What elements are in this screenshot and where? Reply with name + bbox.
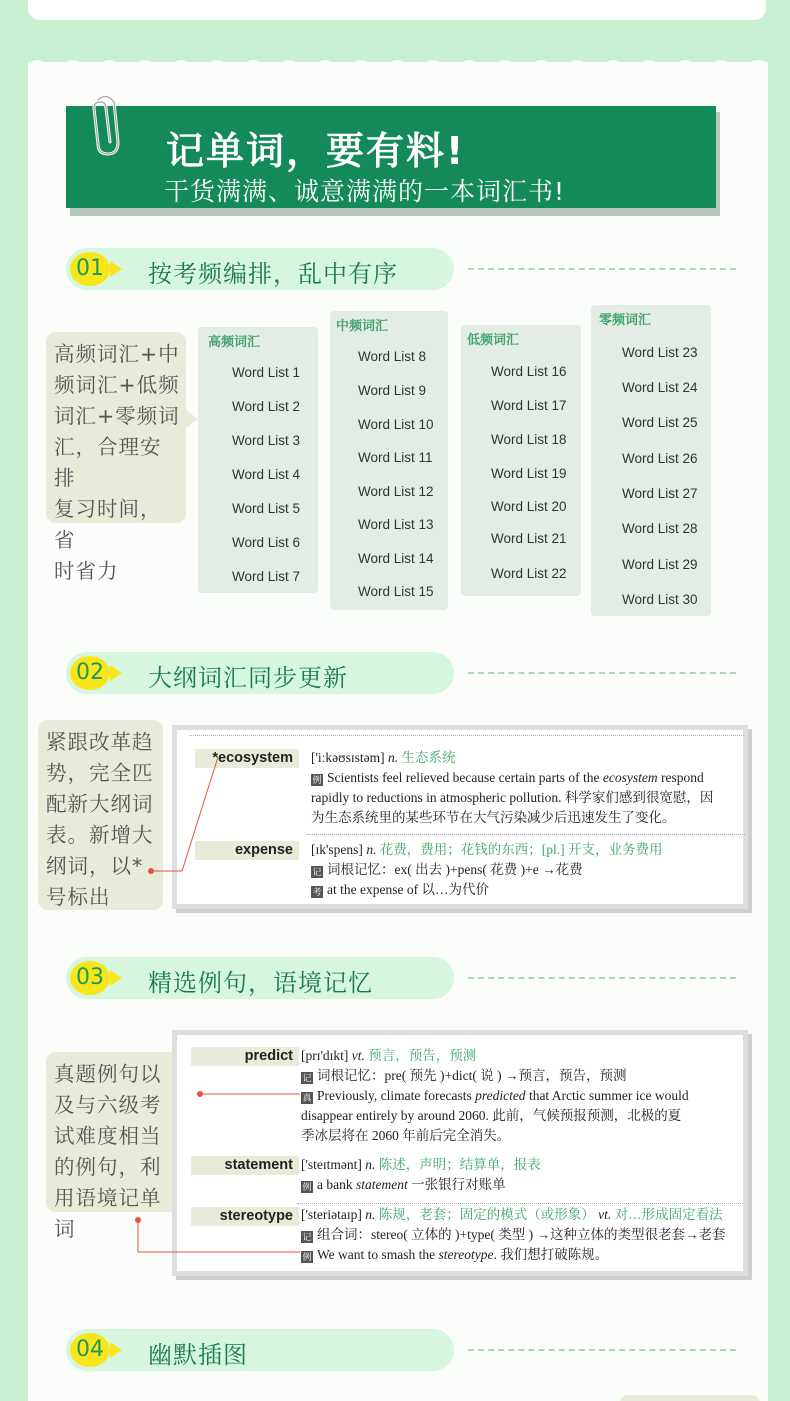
part-of-speech: vt. [351,1048,365,1063]
section-title: 精选例句，语境记忆 [148,969,373,997]
meaning: 对…形成固定看法 [614,1207,723,1222]
note-line: 试难度相当 [54,1124,162,1148]
word-list-item[interactable]: Word List 29 [622,557,698,572]
arrow-right-icon [110,665,122,681]
example-tag: 例 [302,1252,312,1262]
word-list-item[interactable]: Word List 12 [358,484,434,499]
dashed-divider [468,268,736,270]
headword: expense [195,841,299,860]
note-line: 复习时间，省 [54,497,162,552]
phrase-line [311,880,489,900]
word-list-item[interactable]: Word List 11 [358,450,433,465]
memory-line [301,1066,626,1086]
example-keyword: predicted [475,1088,526,1103]
word-list-item[interactable]: Word List 21 [491,531,567,546]
word-list-item[interactable]: Word List 30 [622,592,698,607]
section-number: 01 [70,252,110,286]
illustration-card-edge [620,1395,760,1401]
headword: predict [191,1047,299,1066]
word-list-item[interactable]: Word List 20 [491,499,567,514]
word-list-item[interactable]: Word List 24 [622,380,698,395]
phonetic: ['iːkəʊsɪstəm] [311,750,385,765]
note-line: 紧跟改革趋 [46,730,154,754]
example-line: 季冰层将在 2060 年前后完全消失。 [301,1128,511,1143]
word-list-item[interactable]: Word List 8 [358,349,427,364]
section-title: 大纲词汇同步更新 [148,664,348,692]
word-list-item[interactable]: Word List 4 [232,467,301,482]
example-text: that Arctic summer ice would [525,1088,689,1103]
note-line: 词汇+零频词 [54,404,180,428]
section-number: 02 [70,656,110,690]
memory-tag: 记 [302,1232,312,1242]
section-title: 幽默插图 [148,1341,248,1369]
part-of-speech: n. [387,750,399,765]
phonetic: ['steriətaɪp] [301,1207,362,1222]
dictionary-excerpt-syllabus [172,725,748,909]
dotted-rule [297,1203,743,1204]
phonetic: ['steɪtmənt] [301,1157,362,1172]
word-list-item[interactable]: Word List 27 [622,486,698,501]
note-line: 高频词汇+中 [54,342,180,366]
word-list-item[interactable]: Word List 2 [232,399,301,414]
section-number: 04 [70,1333,110,1367]
banner [66,106,716,208]
meaning: 陈述，声明；结算单，报表 [378,1157,541,1172]
dotted-rule [189,735,744,736]
example-text: . 我们想打破陈规。 [493,1247,609,1262]
note-line: 时省力 [54,559,119,583]
section-header-04 [66,1329,736,1371]
example-line [301,1175,506,1195]
memory-text: 词根记忆：ex( 出去 )+pens( 花费 )+e →花费 [327,862,583,877]
example-line: disappear entirely by around 2060. 此前，气候预报预测，北极的夏 [301,1108,682,1123]
word-list-item[interactable]: Word List 5 [232,501,301,516]
arrow-right-icon [110,261,122,277]
note-line: 配新大纲词 [46,792,154,816]
memory-line [301,1225,725,1245]
meaning: 生态系统 [401,750,456,765]
word-list-item[interactable]: Word List 28 [622,521,698,536]
word-list-item[interactable]: Word List 17 [491,398,567,413]
column-mid-frequency [330,311,448,610]
example-keyword: ecosystem [602,770,658,785]
word-list-item[interactable]: Word List 22 [491,566,567,581]
column-header: 低频词汇 [467,333,520,348]
leader-dot [148,868,154,874]
note-line: 用语境记单词 [54,1186,162,1241]
word-list-item[interactable]: Word List 19 [491,466,567,481]
wavy-edge [28,56,768,70]
memory-line [311,860,583,880]
note-line: 号标出 [46,885,111,909]
part-of-speech: n. [365,1157,376,1172]
note-frequency [46,332,186,583]
example-keyword: statement [355,1177,408,1192]
top-card [28,0,766,20]
word-list-item[interactable]: Word List 14 [358,551,434,566]
column-zero-frequency [591,305,711,616]
section-title: 按考频编排，乱中有序 [148,260,398,288]
note-line: 汇，合理安排 [54,435,162,490]
section-pill [66,1329,454,1371]
word-list-item[interactable]: Word List 6 [232,535,301,550]
word-list-item[interactable]: Word List 13 [358,517,434,532]
example-tag: 真 [302,1093,312,1103]
word-list-item[interactable]: Word List 7 [232,569,301,584]
note-line: 真题例句以 [54,1062,162,1086]
column-high-frequency [198,327,318,593]
memory-tag: 记 [312,867,322,877]
word-list-item[interactable]: Word List 10 [358,417,434,432]
example-text: We want to smash the [317,1247,439,1262]
word-list-item[interactable]: Word List 18 [491,432,567,447]
memory-text: 词根记忆：pre( 预先 )+dict( 说 ) →预言，预告，预测 [317,1068,627,1083]
word-list-item[interactable]: Word List 25 [622,415,698,430]
phonetic: [ɪk'spens] [311,842,363,857]
entry-definition [311,748,455,768]
example-line: 为生态系统里的某些环节在大气污染减少后迅速发生了变化。 [311,810,676,825]
example-text: respond [657,770,704,785]
example-text: Previously, climate forecasts [317,1088,476,1103]
example-text: Scientists feel relieved because certain parts of the [327,770,603,785]
example-keyword: stereotype [438,1247,494,1262]
note-pointer [186,410,198,428]
phonetic: [prɪ'dɪkt] [301,1048,349,1063]
memory-tag: 记 [302,1073,312,1083]
section-header-01 [66,248,736,290]
entry-definition [301,1205,723,1225]
column-header: 高频词汇 [208,335,261,350]
leader-dot [135,1217,141,1223]
example-tag: 例 [302,1182,312,1192]
headword: statement [191,1156,299,1175]
word-list-item[interactable]: Word List 1 [232,365,301,380]
word-list-item[interactable]: Word List 15 [358,584,434,599]
leader-line [148,755,228,875]
example-tag: 例 [312,775,322,785]
word-list-item[interactable]: Word List 9 [358,383,427,398]
entry-definition [311,840,663,860]
memory-text: 组合词：stereo( 立体的 )+type( 类型 ) →这种立体的类型很老套→老套 [317,1227,726,1242]
meaning: 预言，预告，预测 [368,1048,477,1063]
dashed-divider [468,977,736,979]
column-header: 中频词汇 [336,319,389,334]
word-list-item[interactable]: Word List 16 [491,364,567,379]
banner-title: 记单词，要有料! [166,129,466,173]
part-of-speech: vt. [598,1207,612,1222]
meaning: 花费，费用；花钱的东西；[pl.] 开支，业务费用 [379,842,663,857]
arrow-right-icon [110,970,122,986]
headword: *ecosystem [195,749,299,768]
note-line: 势，完全匹 [46,761,154,785]
meaning: 陈规，老套；固定的模式（或形象） [378,1207,595,1222]
column-header: 零频词汇 [599,313,652,328]
word-list-item[interactable]: Word List 26 [622,451,698,466]
dotted-rule [307,834,745,835]
example-line: rapidly to reductions in atmospheric pollution. 科学家们感到很宽慰，因 [311,790,714,805]
section-number: 03 [70,961,110,995]
entry-definition [301,1046,476,1066]
banner-subtitle: 干货满满、诚意满满的一本词汇书! [164,177,566,206]
arrow-right-icon [110,1342,122,1358]
dashed-divider [468,672,736,674]
part-of-speech: n. [365,1207,376,1222]
phrase-text: at the expense of 以…为代价 [327,882,489,897]
column-low-frequency [461,325,581,596]
phrase-tag: 考 [312,887,322,897]
leader-dot [197,1091,203,1097]
word-list-item[interactable]: Word List 23 [622,345,698,360]
headword: stereotype [191,1207,299,1226]
note-line: 的例句，利 [54,1155,162,1179]
section-header-03 [66,957,736,999]
example-line [311,768,704,788]
part-of-speech: n. [366,842,377,857]
leader-line [134,1090,304,1260]
note-line: 纲词，以* [46,854,144,878]
note-line: 表。新增大 [46,823,154,847]
example-text: 一张银行对账单 [407,1177,506,1192]
word-list-item[interactable]: Word List 3 [232,433,301,448]
dashed-divider [468,1349,736,1351]
paperclip-icon [84,94,124,160]
note-line: 及与六级考 [54,1093,162,1117]
entry-definition [301,1155,541,1175]
note-line: 频词汇+低频 [54,373,180,397]
example-line [301,1245,608,1265]
section-header-02 [66,652,736,694]
note-syllabus [38,720,163,910]
example-line [301,1086,689,1106]
example-text: a bank [317,1177,356,1192]
